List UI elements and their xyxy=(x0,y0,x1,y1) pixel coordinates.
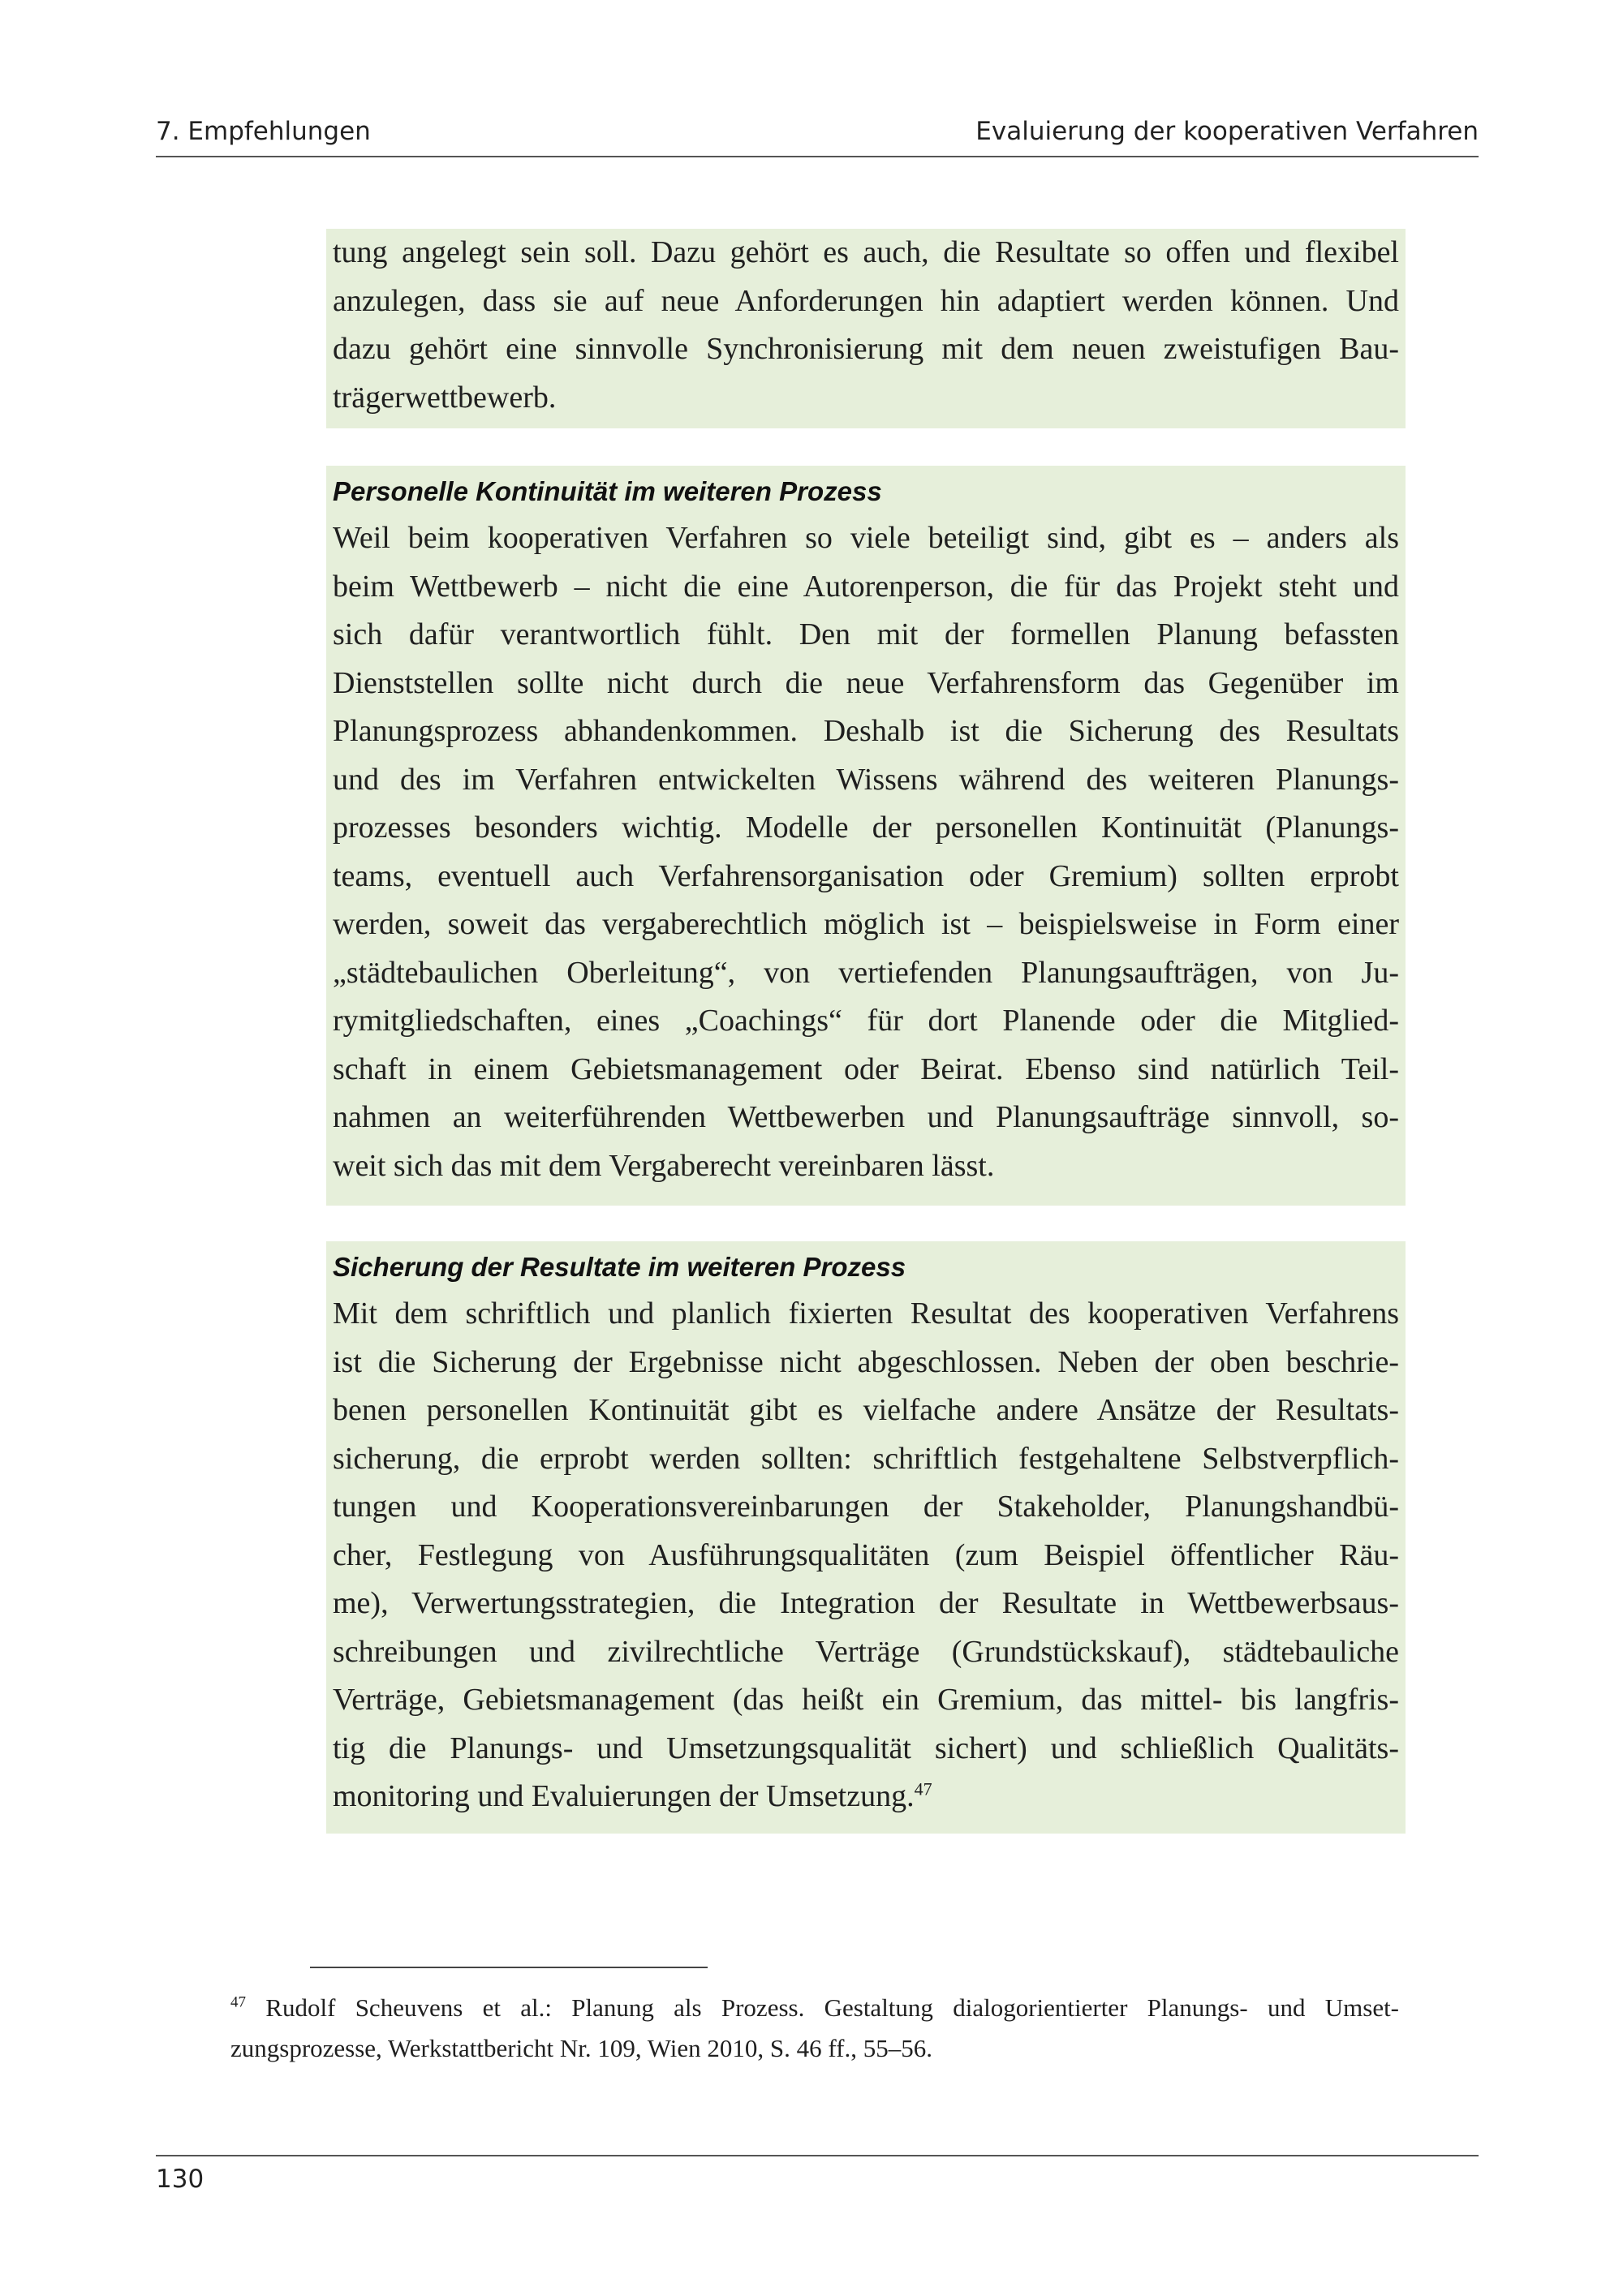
body-line-text: monitoring und Evaluierungen der Umsetzung. xyxy=(333,1779,915,1813)
section-heading: Personelle Kontinuität im weiteren Prozess xyxy=(333,476,882,506)
body-line: tung angelegt sein soll. Dazu gehört es auch, die Resultate so offen und flexibel xyxy=(333,235,1399,269)
footnote-number: 47 xyxy=(230,1993,246,2011)
footnote-text: Rudolf Scheuvens et al.: Planung als Prozess. Gestaltung dialogorientierter Planungs- und Umset- xyxy=(265,1993,1400,2022)
body-line: beim Wettbewerb – nicht die eine Autorenperson, die für das Projekt steht und xyxy=(333,569,1399,604)
body-line: trägerwettbewerb. xyxy=(333,380,557,415)
body-line: dazu gehört eine sinnvolle Synchronisierung mit dem neuen zweistufigen Bau- xyxy=(333,332,1399,366)
body-line: tungen und Kooperationsvereinbarungen der Stakeholder, Planungshandbü- xyxy=(333,1490,1399,1524)
body-line: cher, Festlegung von Ausführungsqualitäten (zum Beispiel öffentlicher Räu- xyxy=(333,1537,1399,1572)
body-line: Planungsprozess abhandenkommen. Deshalb ist die Sicherung des Resultats xyxy=(333,714,1399,748)
footnote-reference[interactable]: 47 xyxy=(914,1778,932,1799)
body-line: sich dafür verantwortlich fühlt. Den mit der formellen Planung befassten xyxy=(333,617,1399,651)
body-line: Verträge, Gebietsmanagement (das heißt ein Gremium, das mittel- bis langfris- xyxy=(333,1683,1399,1717)
section-heading: Sicherung der Resultate im weiteren Prozess xyxy=(333,1252,906,1282)
footnote-separator xyxy=(310,1967,708,1968)
body-line: Mit dem schriftlich und planlich fixierten Resultat des kooperativen Verfahrens xyxy=(333,1296,1399,1331)
body-line: schaft in einem Gebietsmanagement oder Beirat. Ebenso sind natürlich Teil- xyxy=(333,1051,1399,1086)
body-line: weit sich das mit dem Vergaberecht vereinbaren lässt. xyxy=(333,1148,995,1183)
footnote-line: zungsprozesse, Werkstattbericht Nr. 109, Wien 2010, S. 46 ff., 55–56. xyxy=(230,2034,932,2062)
body-line: tig die Planungs- und Umsetzungsqualität sichert) und schließlich Qualitäts- xyxy=(333,1731,1399,1765)
body-line: ist die Sicherung der Ergebnisse nicht abgeschlossen. Neben der oben beschrie- xyxy=(333,1344,1399,1379)
body-line: prozesses besonders wichtig. Modelle der personellen Kontinuität (Planungs- xyxy=(333,810,1399,845)
body-line: nahmen an weiterführenden Wettbewerben und Planungsaufträge sinnvoll, so- xyxy=(333,1100,1399,1134)
body-line: sicherung, die erprobt werden sollten: schriftlich festgehaltene Selbstverpflich- xyxy=(333,1441,1399,1476)
body-line: „städtebaulichen Oberleitung“, von vertiefenden Planungsaufträgen, von Ju- xyxy=(333,955,1399,990)
section-securing-results xyxy=(326,1241,1406,1834)
header-chapter: 7. Empfehlungen xyxy=(156,117,371,146)
body-line: werden, soweit das vergaberechtlich möglich ist – beispielsweise in Form einer xyxy=(333,907,1399,941)
footer-rule xyxy=(156,2155,1479,2156)
body-line xyxy=(333,1773,1399,1821)
section-personnel-continuity xyxy=(326,466,1406,1206)
body-line: benen personellen Kontinuität gibt es vielfache andere Ansätze der Resultats- xyxy=(333,1393,1399,1427)
footnote-line xyxy=(230,1988,1399,2028)
body-line: und des im Verfahren entwickelten Wissens während des weiteren Planungs- xyxy=(333,762,1399,797)
body-line: Dienststellen sollte nicht durch die neue Verfahrensform das Gegenüber im xyxy=(333,665,1399,700)
body-line: schreibungen und zivilrechtliche Verträge (Grundstückskauf), städtebauliche xyxy=(333,1634,1399,1669)
footnote xyxy=(230,1988,1399,2069)
body-line: me), Verwertungsstrategien, die Integration der Resultate in Wettbewerbsaus- xyxy=(333,1586,1399,1620)
body-line: rymitgliedschaften, eines „Coachings“ für dort Planende oder die Mitglied- xyxy=(333,1004,1399,1038)
running-header xyxy=(156,114,1479,157)
body-line: Weil beim kooperativen Verfahren so viele beteiligt sind, gibt es – anders als xyxy=(333,521,1399,555)
continuation-paragraph-box xyxy=(326,229,1406,428)
body-line: anzulegen, dass sie auf neue Anforderungen hin adaptiert werden können. Und xyxy=(333,283,1399,318)
header-title: Evaluierung der kooperativen Verfahren xyxy=(975,117,1479,146)
body-line: teams, eventuell auch Verfahrensorganisation oder Gremium) sollten erprobt xyxy=(333,858,1399,893)
page-number: 130 xyxy=(156,2165,204,2194)
